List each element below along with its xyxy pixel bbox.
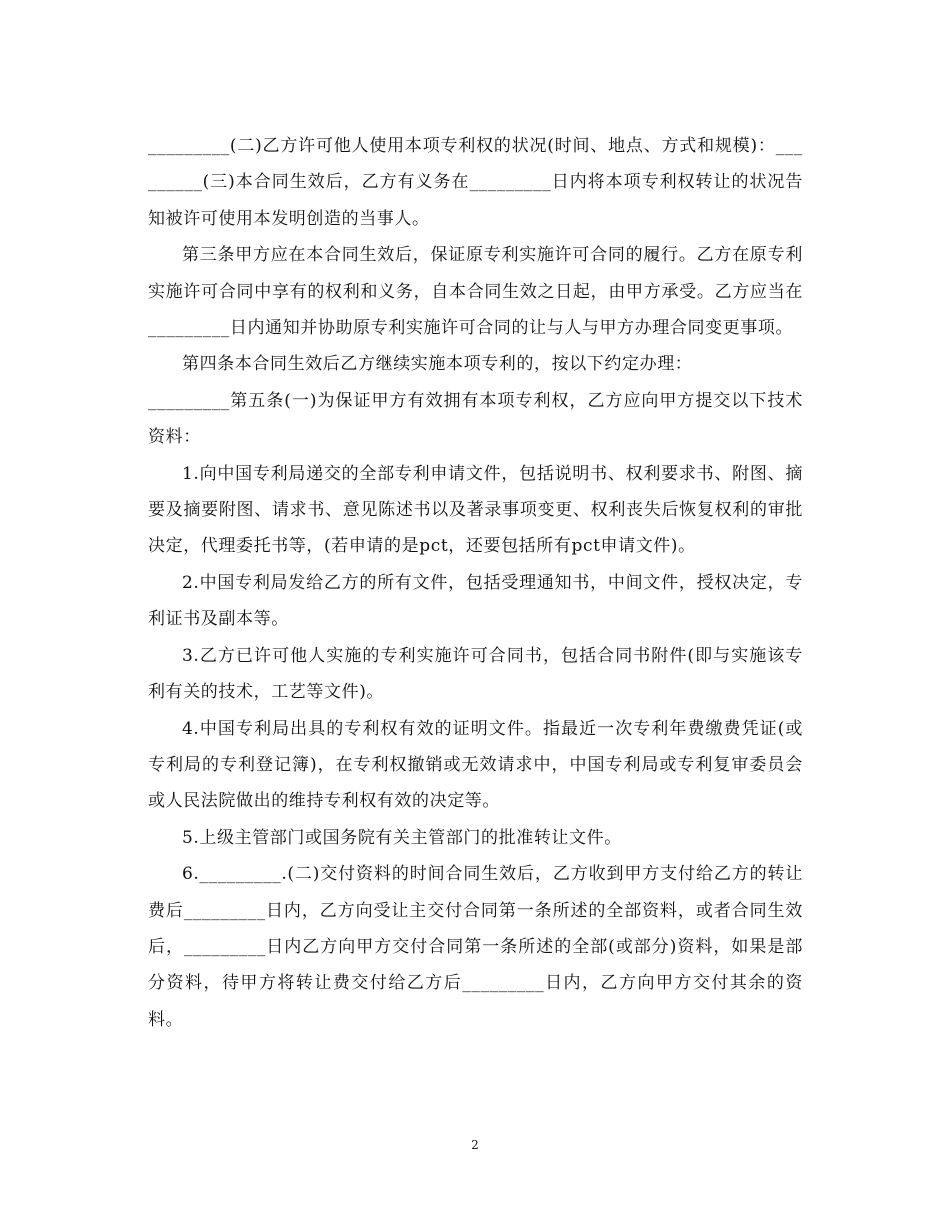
paragraph-article-4: 第四条本合同生效后乙方继续实施本项专利的，按以下约定办理： [182, 354, 693, 375]
list-item-2: 2.中国专利局发给乙方的所有文件，包括受理通知书，中间文件，授权决定，专利证书及副本等。 [148, 572, 803, 630]
list-item-1: 1.向中国专利局递交的全部专利申请文件，包括说明书、权利要求书、附图、摘要及摘要附图、请求书、意见陈述书以及著录事项变更、权利丧失后恢复权利的审批决定，代理委托书等，(若申请的是pct，还要包括所有pct申请文件)。 [148, 463, 803, 557]
list-item-5: 5.上级主管部门或国务院有关主管部门的批准转让文件。 [182, 827, 622, 848]
list-item-3: 3.乙方已许可他人实施的专利实施许可合同书，包括合同书附件(即与实施该专利有关的技术，工艺等文件)。 [148, 645, 803, 703]
list-item-4: 4.中国专利局出具的专利权有效的证明文件。指最近一次专利年费缴费凭证(或专利局的专利登记簿)，在专利权撤销或无效请求中，中国专利局或专利复审委员会或人民法院做出的维持专利权有效的决定等。 [148, 718, 803, 812]
page-number: 2 [471, 1138, 479, 1152]
paragraph-article-5: _________第五条(一)为保证甲方有效拥有本项专利权，乙方应向甲方提交以下技术资料： [148, 390, 803, 448]
paragraph-article-3: 第三条甲方应在本合同生效后，保证原专利实施许可合同的履行。乙方在原专利实施许可合同中享有的权利和义务，自本合同生效之日起，由甲方承受。乙方应当在_________日内通知并协助原专利实施许可合同的让与人与甲方办理合同变更事项。 [148, 245, 803, 339]
paragraph-continuation: _________(二)乙方许可他人使用本项专利权的状况(时间、地点、方式和规模)：_________(三)本合同生效后，乙方有义务在_________日内将本项专利权转让的状况告知被许可使用本发明创造的当事人。 [148, 136, 803, 229]
document-body [148, 128, 803, 1038]
list-item-6: 6._________.(二)交付资料的时间合同生效后，乙方收到甲方支付给乙方的转让费后_________日内，乙方向受让主交付合同第一条所述的全部资料，或者合同生效后，_________日内乙方向甲方交付合同第一条所述的全部(或部分)资料，如果是部分资料，待甲方将转让费交付给乙方后_________日内，乙方向甲方交付其余的资料。 [148, 864, 803, 1030]
